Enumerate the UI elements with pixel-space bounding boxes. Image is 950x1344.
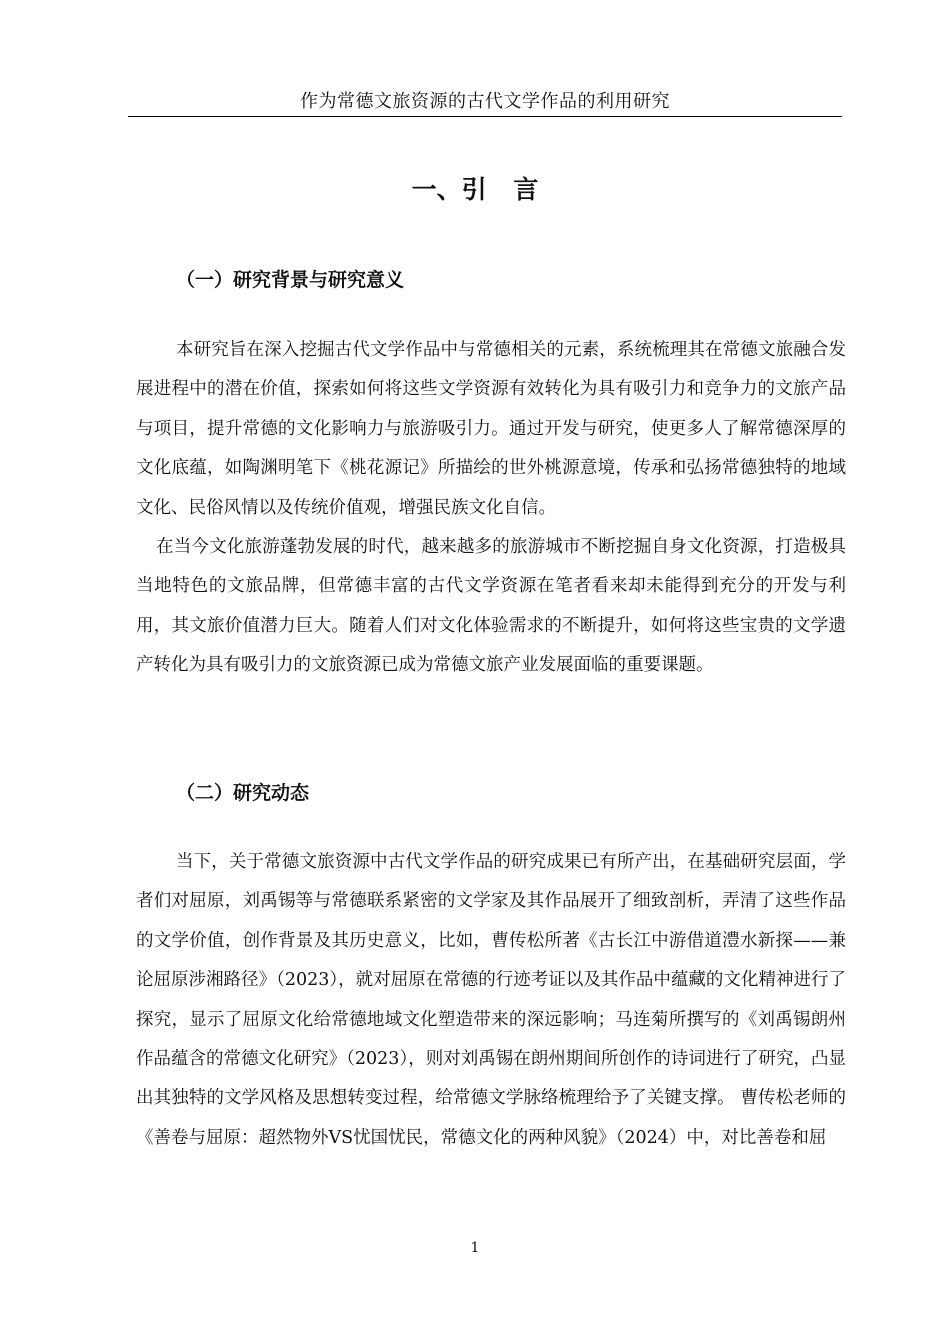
header-rule [128, 116, 842, 117]
paragraph-research-context: 在当今文化旅游蓬勃发展的时代，越来越多的旅游城市不断挖掘自身文化资源，打造极具当地特色的文旅品牌，但常德丰富的古代文学资源在笔者看来却未能得到充分的开发与利用，其文旅价值潜力巨大。随着人们对文化体验需求的不断提升，如何将这些宝贵的文学遗产转化为具有吸引力的文旅资源已成为常德文旅产业发展面临的重要课题。 [136, 537, 846, 676]
paragraph-research-purpose: 本研究旨在深入挖掘古代文学作品中与常德相关的元素，系统梳理其在常德文旅融合发展进程中的潜在价值，探索如何将这些文学资源有效转化为具有吸引力和竞争力的文旅产品与项目，提升常德的文化影响力与旅游吸引力。通过开发与研究，使更多人了解常德深厚的文化底蕴，如陶渊明笔下《桃花源记》所描绘的世外桃源意境，传承和弘扬常德独特的地域文化、民俗风情以及传统价值观，增强民族文化自信。 [136, 340, 846, 518]
chapter-title: 一、引 言 [411, 175, 539, 204]
running-header: 作为常德文旅资源的古代文学作品的利用研究 [300, 91, 670, 112]
section-heading-background: （一）研究背景与研究意义 [176, 269, 405, 291]
section-heading-dynamics: （二）研究动态 [176, 782, 310, 804]
body-block-dynamics [136, 843, 846, 1158]
paragraph-research-status: 当下，关于常德文旅资源中古代文学作品的研究成果已有所产出，在基础研究层面，学者们对屈原，刘禹锡等与常德联系紧密的文学家及其作品展开了细致剖析，弄清了这些作品的文学价值，创作背景及其历史意义，比如，曹传松所著《古长江中游借道澧水新探——兼论屈原涉湘路径》（2023），就对屈原在常德的行迹考证以及其作品中蕴藏的文化精神进行了探究，显示了屈原文化给常德地域文化塑造带来的深远影响；马连菊所撰写的《刘禹锡朗州作品蕴含的常德文化研究》（2023），则对刘禹锡在朗州期间所创作的诗词进行了研究，凸显出其独特的文学风格及思想转变过程，给常德文学脉络梳理给予了关键支撑。 曹传松老师的《善卷与屈原：超然物外VS忧国忧民，常德文化的两种风貌》（2024）中，对比善卷和屈 [136, 852, 846, 1148]
page-number: 1 [470, 1240, 480, 1256]
body-block-background [136, 331, 846, 686]
